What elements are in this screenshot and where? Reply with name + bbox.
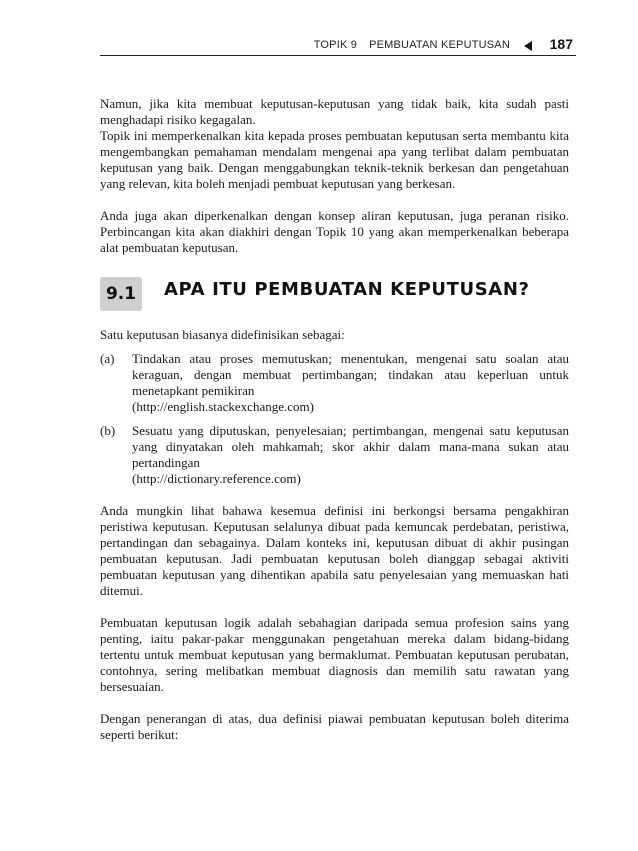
- definition-list: [100, 351, 569, 487]
- header-chapter: PEMBUATAN KEPUTUSAN: [369, 39, 510, 51]
- definition-item: [100, 351, 569, 415]
- header-topic: TOPIK 9: [313, 39, 358, 51]
- body-paragraph-1: Anda mungkin lihat bahawa kesemua definisi ini berkongsi bersama pengakhiran peristiwa keputusan. Keputusan selalunya dibuat pada kemuncak perdebatan, peristiwa, pertandingan dan sebagainya. Dalam konteks ini, keputusan dibuat di akhir pusingan pembuatan keputusan. Jadi pembuatan keputusan boleh dianggap sebagai aktiviti pembuatan keputusan yang dihentikan apabila satu penyelesaian yang memuaskan hati ditemui.: [100, 503, 569, 598]
- definitions-lead: Satu keputusan biasanya didefinisikan sebagai:: [100, 327, 345, 342]
- page-number: 187: [549, 36, 573, 52]
- section-title: APA ITU PEMBUATAN KEPUTUSAN?: [164, 279, 530, 300]
- section-number: 9.1: [100, 277, 142, 311]
- header-title: [314, 39, 510, 51]
- body-paragraph-3: Dengan penerangan di atas, dua definisi piawai pembuatan keputusan boleh diterima seperti berikut:: [100, 711, 569, 742]
- definition-source: (http://dictionary.reference.com): [132, 471, 301, 486]
- header-rule: [100, 55, 576, 56]
- triangle-left-icon: [524, 41, 532, 51]
- intro-paragraph-2: Topik ini memperkenalkan kita kepada proses pembuatan keputusan serta membantu kita mengembangkan pemahaman mendalam mengenai apa yang terlibat dalam pembuatan keputusan yang baik. Dengan menggabungkan teknik-teknik berkesan dan pengetahuan yang relevan, kita boleh menjadi pembuat keputusan yang berkesan.: [100, 128, 569, 191]
- page-content: [100, 96, 569, 743]
- running-header: [100, 36, 576, 56]
- intro-paragraph-1: Namun, jika kita membuat keputusan-keputusan yang tidak baik, kita sudah pasti menghadapi risiko kegagalan.: [100, 96, 569, 127]
- definition-label: (b): [100, 423, 116, 438]
- body-paragraph-2: Pembuatan keputusan logik adalah sebahagian daripada semua profesion sains yang penting, iaitu pakar-pakar menggunakan pengetahuan mereka dalam bidang-bidang tertentu untuk membuat keputusan yang bermaklumat. Pembuatan keputusan perubatan, contohnya, sering melibatkan membuat diagnosis dan memilih satu rawatan yang bersesuaian.: [100, 615, 569, 694]
- definition-item: [100, 423, 569, 487]
- section-heading: [100, 277, 569, 315]
- intro-paragraph-3: Anda juga akan diperkenalkan dengan konsep aliran keputusan, juga peranan risiko. Perbincangan kita akan diakhiri dengan Topik 10 yang akan memperkenalkan beberapa alat pembuatan keputusan.: [100, 208, 569, 255]
- definition-label: (a): [100, 351, 115, 366]
- definition-text: Tindakan atau proses memutuskan; menentukan, mengenai satu soalan atau keraguan, dengan membuat pertimbangan; tindakan atau keperluan untuk menetapkant pemikiran: [132, 351, 569, 398]
- definition-text: Sesuatu yang diputuskan, penyelesaian; pertimbangan, mengenai satu keputusan yang dinyatakan oleh mahkamah; skor akhir dalam mana-mana sukan atau pertandingan: [132, 423, 569, 470]
- definition-source: (http://english.stackexchange.com): [132, 399, 314, 414]
